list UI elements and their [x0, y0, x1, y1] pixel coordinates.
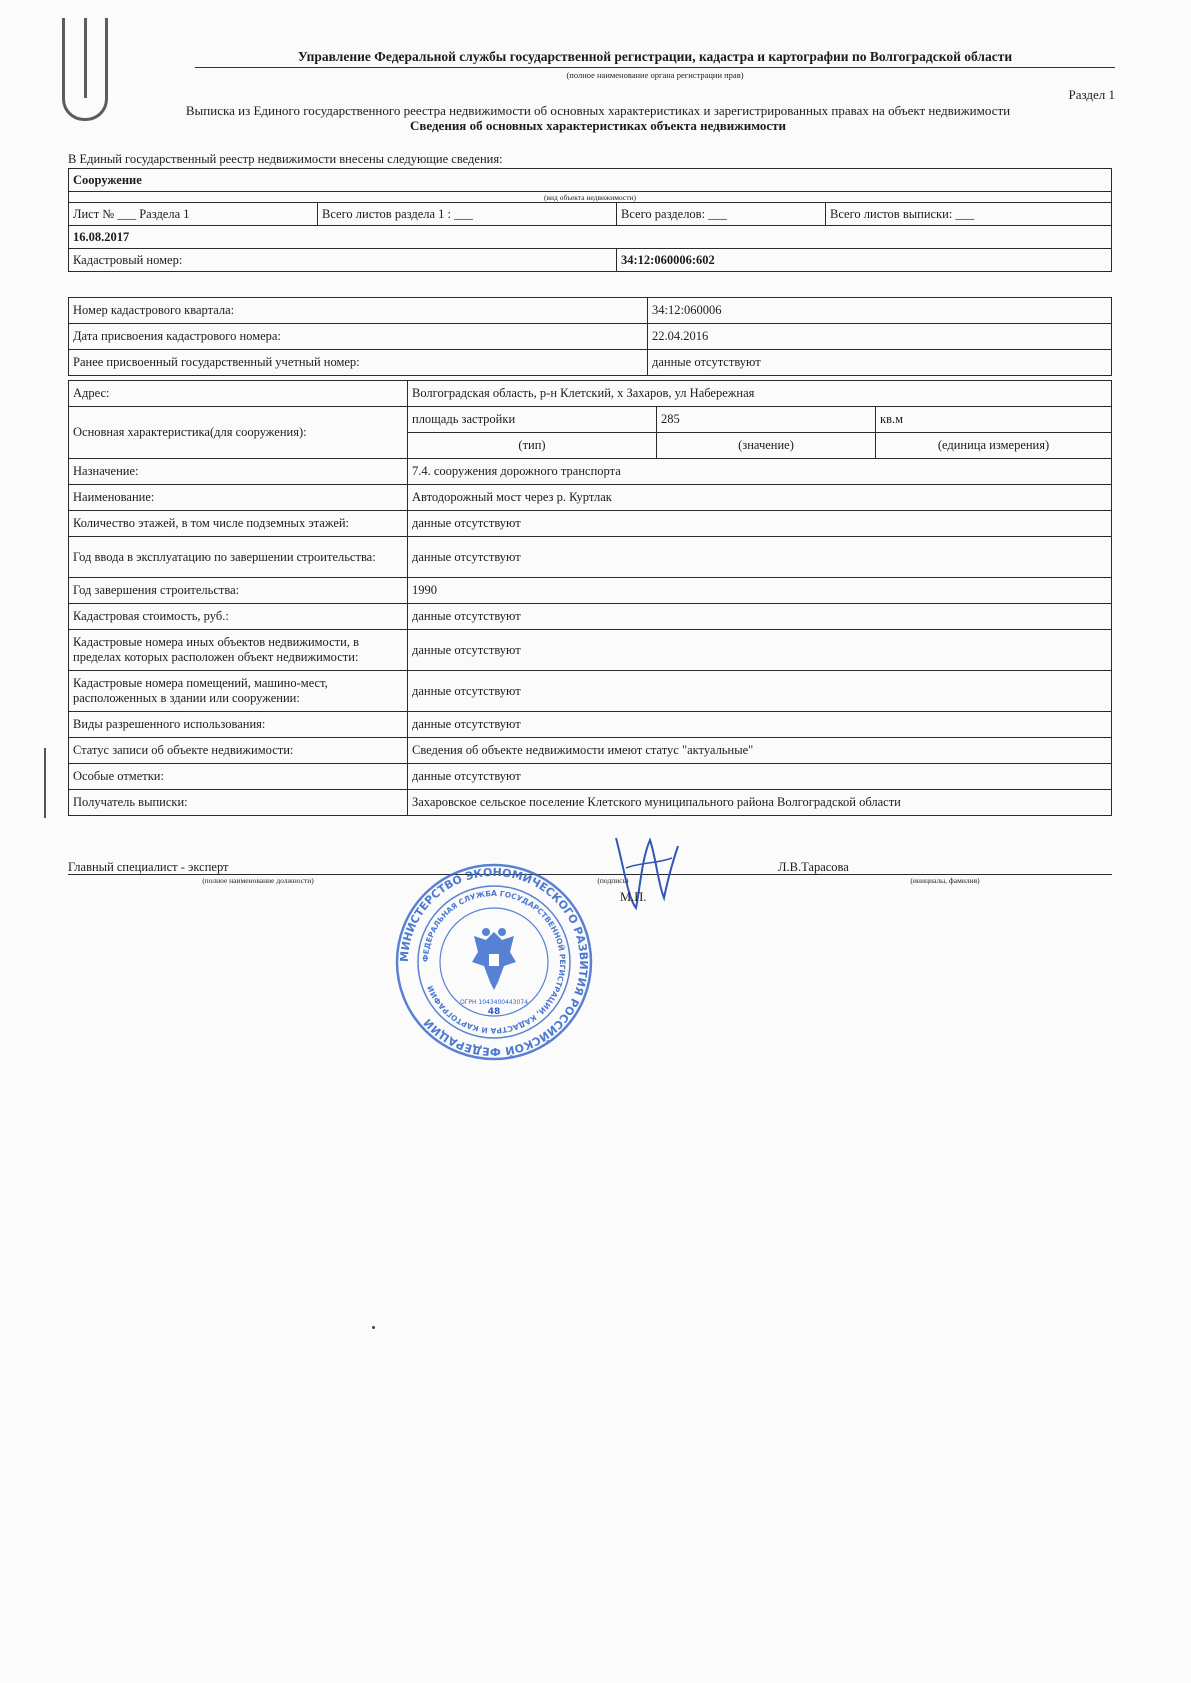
cadastral-label: Кадастровый номер:	[69, 249, 617, 272]
address-value: Волгоградская область, р-н Клетский, х Захаров, ул Набережная	[408, 381, 1112, 407]
table-row	[69, 459, 1112, 485]
table-row	[69, 712, 1112, 738]
total-sections: Всего разделов: ___	[617, 203, 826, 226]
row-label: Год завершения строительства:	[69, 578, 408, 604]
row-label: Ранее присвоенный государственный учетный номер:	[69, 350, 648, 376]
name-caption: (инициалы, фамилия)	[910, 876, 980, 885]
org-name: Управление Федеральной службы государственной регистрации, кадастра и картографии по Волгоградской области	[195, 49, 1115, 68]
table-row	[69, 738, 1112, 764]
row-label: Год ввода в эксплуатацию по завершении строительства:	[69, 537, 408, 578]
seal-ogrn: ОГРН 1043400443074	[459, 999, 529, 1006]
scan-edge-mark	[44, 748, 46, 818]
row-value: данные отсутствуют	[408, 511, 1112, 537]
table-row	[69, 298, 1112, 324]
table-row	[69, 671, 1112, 712]
table-row	[69, 324, 1112, 350]
characteristic-unit-caption: (единица измерения)	[876, 433, 1112, 459]
total-extract-sheets: Всего листов выписки: ___	[826, 203, 1112, 226]
signer-name: Л.В.Тарасова	[778, 860, 1112, 875]
row-label: Кадастровая стоимость, руб.:	[69, 604, 408, 630]
row-label: Статус записи об объекте недвижимости:	[69, 738, 408, 764]
characteristic-label: Основная характеристика(для сооружения):	[69, 407, 408, 459]
characteristic-value-caption: (значение)	[657, 433, 876, 459]
row-value: 34:12:060006	[648, 298, 1112, 324]
stamp-place-label: М.П.	[620, 890, 647, 904]
row-label: Номер кадастрового квартала:	[69, 298, 648, 324]
row-label: Получатель выписки:	[69, 790, 408, 816]
row-value: Захаровское сельское поселение Клетского муниципального района Волгоградской области	[408, 790, 1112, 816]
cadastral-value: 34:12:060006:602	[617, 249, 1112, 272]
address-label: Адрес:	[69, 381, 408, 407]
characteristic-value: 285	[657, 407, 876, 433]
table-row	[69, 790, 1112, 816]
table-row	[69, 604, 1112, 630]
row-value: данные отсутствуют	[408, 630, 1112, 671]
row-value: данные отсутствуют	[408, 604, 1112, 630]
signature-caption: (подпись)	[597, 876, 629, 885]
row-label: Дата присвоения кадастрового номера:	[69, 324, 648, 350]
characteristic-type: площадь застройки	[408, 407, 657, 433]
row-label: Наименование:	[69, 485, 408, 511]
characteristic-unit: кв.м	[876, 407, 1112, 433]
row-label: Кадастровые номера помещений, машино-мест, расположенных в здании или сооружении:	[69, 671, 408, 712]
table-row	[69, 537, 1112, 578]
seal-inner-text: ФЕДЕРАЛЬНАЯ СЛУЖБА ГОСУДАРСТВЕННОЙ РЕГИСТРАЦИИ, КАДАСТРА И КАРТОГРАФИИ	[420, 888, 568, 1036]
official-seal	[394, 862, 594, 1062]
extract-date: 16.08.2017	[69, 226, 1112, 249]
table-row	[69, 578, 1112, 604]
table-row	[69, 381, 1112, 407]
table-row	[69, 630, 1112, 671]
table-row	[69, 511, 1112, 537]
object-type-caption: (вид объекта недвижимости)	[69, 192, 1112, 203]
object-header-table	[68, 168, 1112, 272]
row-label: Количество этажей, в том числе подземных этажей:	[69, 511, 408, 537]
row-value: данные отсутствуют	[408, 537, 1112, 578]
row-value: 1990	[408, 578, 1112, 604]
table-row	[69, 764, 1112, 790]
table-row	[69, 485, 1112, 511]
row-label: Назначение:	[69, 459, 408, 485]
row-label: Виды разрешенного использования:	[69, 712, 408, 738]
characteristic-type-caption: (тип)	[408, 433, 657, 459]
scan-speck	[372, 1326, 375, 1329]
table-row	[69, 350, 1112, 376]
row-label: Особые отметки:	[69, 764, 408, 790]
table-row	[69, 407, 1112, 433]
seal-outer-text: МИНИСТЕРСТВО ЭКОНОМИЧЕСКОГО РАЗВИТИЯ РОССИЙСКОЙ ФЕДЕРАЦИИ	[397, 865, 591, 1059]
seal-number: 48	[487, 1007, 501, 1017]
object-type: Сооружение	[69, 169, 1112, 192]
extract-subtitle: Сведения об основных характеристиках объекта недвижимости	[409, 118, 787, 133]
row-label: Кадастровые номера иных объектов недвижимости, в пределах которых расположен объект недвижимости:	[69, 630, 408, 671]
total-section-sheets: Всего листов раздела 1 : ___	[318, 203, 617, 226]
signer-position: Главный специалист - эксперт	[68, 860, 448, 875]
eagle-emblem-icon	[472, 928, 516, 990]
row-value: данные отсутствуют	[408, 764, 1112, 790]
row-value: 22.04.2016	[648, 324, 1112, 350]
row-value: Автодорожный мост через р. Куртлак	[408, 485, 1112, 511]
row-value: 7.4. сооружения дорожного транспорта	[408, 459, 1112, 485]
extract-title: Выписка из Единого государственного реестра недвижимости об основных характеристиках и зарегистрированных правах на объект недвижимости	[185, 103, 1011, 118]
position-caption: (полное наименование должности)	[202, 876, 314, 885]
characteristics-table	[68, 380, 1112, 816]
row-value: Сведения об объекте недвижимости имеют статус "актуальные"	[408, 738, 1112, 764]
quarter-table	[68, 297, 1112, 376]
org-sub-caption: (полное наименование органа регистрации прав)	[566, 70, 744, 80]
row-value: данные отсутствуют	[408, 671, 1112, 712]
row-value: данные отсутствуют	[408, 712, 1112, 738]
intro-text: В Единый государственный реестр недвижимости внесены следующие сведения:	[68, 152, 503, 166]
section-label: Раздел 1	[1068, 87, 1115, 102]
sheet-number: Лист № ___ Раздела 1	[69, 203, 318, 226]
paper-clip-inner	[84, 18, 87, 98]
row-value: данные отсутствуют	[648, 350, 1112, 376]
